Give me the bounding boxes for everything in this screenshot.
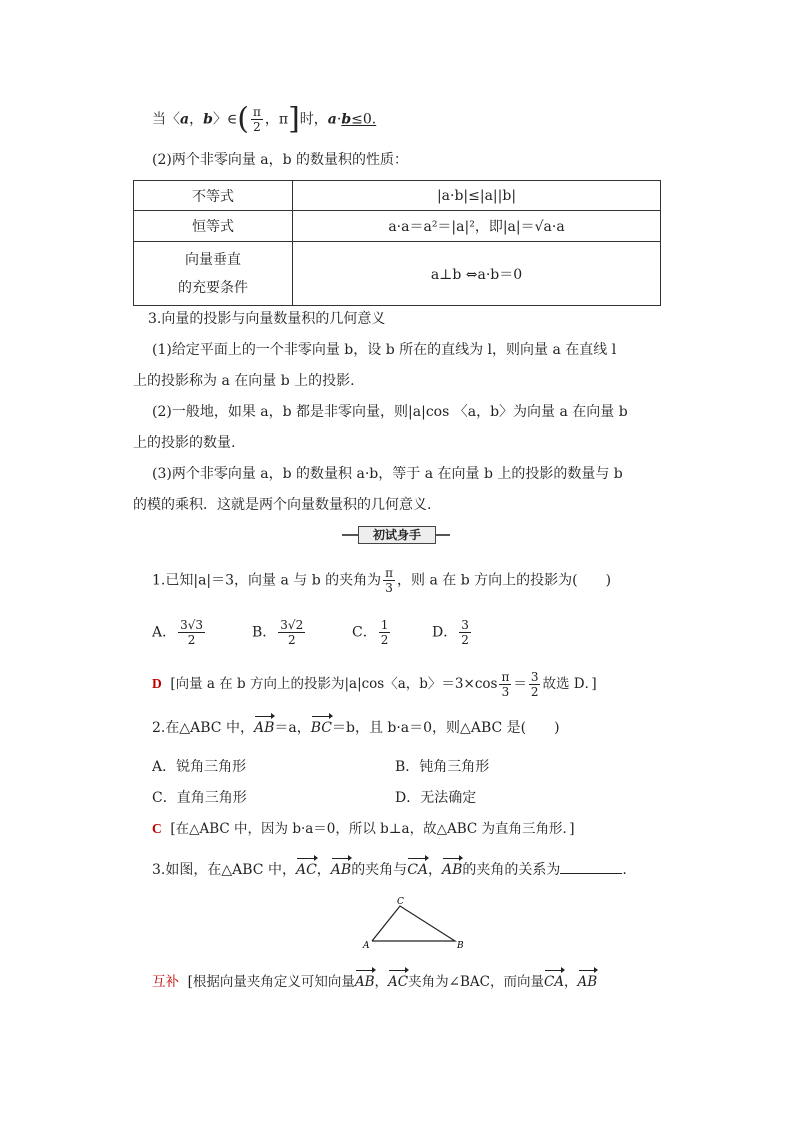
hint-fraction: $\frac{3}{2}$ (530, 670, 539, 699)
table-cell-value: |a·b|≤|a||b| (293, 181, 661, 211)
table-cell-value: a·a＝a²＝|a|²，即|a|＝√a·a (293, 211, 661, 242)
vector-ca: CA (407, 862, 429, 878)
q1-angle-fraction: $\frac{\pi}{3}$ (385, 566, 394, 595)
q1-solution: D [向量 a 在 b 方向上的投影为|a|cos〈a，b〉＝3×cos $\frac{\pi}{3}$ ＝ $\frac{3}{2}$ 故选 D．] (152, 670, 597, 699)
q1-option-a[interactable]: A． $\frac{3√3}{2}$ (152, 618, 204, 647)
answer-blank[interactable] (560, 859, 622, 874)
q2-solution: C [在△ABC 中，因为 b·a＝0，所以 b⊥a，故△ABC 为直角三角形．] (152, 821, 575, 837)
option-fraction: $\frac{1}{2}$ (380, 618, 389, 647)
q2-option-b[interactable]: B．钝角三角形 (395, 759, 490, 775)
option-fraction: $\frac{3√2}{2}$ (280, 618, 304, 647)
section-3-p3-line1: (3)两个非零向量 a，b 的数量积 a·b，等于 a 在向量 b 上的投影的数量与 b (152, 466, 623, 482)
vector-ab: AB (354, 974, 375, 990)
q3-stem: 3.如图，在△ABC 中，AC，AB的夹角与CA，AB的夹角的关系为 . (152, 859, 627, 880)
triangle-edges (372, 906, 455, 941)
table-row (134, 242, 661, 306)
table-row (134, 211, 661, 242)
badge-rule-right (436, 534, 450, 536)
section-3-p1-line2: 上的投影称为 a 在向量 b 上的投影. (133, 373, 355, 389)
section-3-p1-line1: (1)给定平面上的一个非零向量 b，设 b 所在的直线为 l，则向量 a 在直线 l (152, 342, 617, 358)
q1-option-c[interactable]: C． $\frac{1}{2}$ (352, 618, 389, 647)
badge-label: 初试身手 (358, 526, 436, 544)
table-cell-label: 恒等式 (134, 211, 293, 242)
vector-ab: AB (253, 720, 275, 736)
badge-rule-left (342, 534, 358, 536)
triangle-figure (355, 892, 470, 952)
hint-fraction: $\frac{\pi}{3}$ (501, 670, 510, 699)
table-row (134, 181, 661, 211)
vector-ab: AB (442, 862, 463, 878)
table-cell-label: 不等式 (134, 181, 293, 211)
option-fraction: $\frac{3√3}{2}$ (180, 618, 204, 647)
props-heading: (2)两个非零向量 a，b 的数量积的性质： (152, 152, 409, 168)
q1-option-d[interactable]: D． $\frac{3}{2}$ (432, 618, 469, 647)
vector-bc: BC (310, 720, 332, 736)
left-paren: ( (237, 101, 249, 137)
vertex-label-b: B (457, 941, 464, 951)
vector-ab: AB (577, 974, 598, 990)
q1-option-b[interactable]: B． $\frac{3√2}{2}$ (252, 618, 304, 647)
section-3-p2-line2: 上的投影的数量. (133, 435, 236, 451)
properties-table (133, 180, 661, 306)
section-badge (342, 526, 450, 544)
q2-option-c[interactable]: C．直角三角形 (152, 790, 247, 806)
vector-ac: AC (388, 974, 409, 990)
section-3-p2-line1: (2)一般地，如果 a，b 都是非零向量，则|a|cos 〈a，b〉为向量 a 在向量 b (152, 404, 628, 420)
q2-stem: 2.在△ABC 中，AB＝a，BC＝b，且 b·a＝0，则△ABC 是( ) (152, 720, 560, 736)
q3-answer: 互补 (152, 974, 179, 989)
vector-ca: CA (543, 974, 565, 990)
pi-over-2: $\frac{\pi}{2}$ (252, 105, 261, 134)
intro-line: 当〈a，b〉∈( $\frac{\pi}{2}$ ，π]时，a·b≤0. (152, 101, 377, 137)
table-cell-value: a⊥b ⇔a·b＝0 (293, 242, 661, 306)
q2-option-a[interactable]: A．锐角三角形 (152, 759, 247, 775)
q2-answer: C (152, 821, 162, 836)
q1-stem: 1.已知|a|＝3，向量 a 与 b 的夹角为 $\frac{\pi}{3}$ ，则 a 在 b 方向上的投影为( ) (152, 566, 612, 595)
section-3-title: 3.向量的投影与向量数量积的几何意义 (148, 311, 386, 327)
table-cell-label: 向量垂直 的充要条件 (134, 242, 293, 306)
vertex-label-a: A (363, 941, 370, 951)
right-bracket: ] (288, 101, 300, 137)
q3-solution: 互补 [根据向量夹角定义可知向量AB，AC夹角为∠BAC，而向量CA，AB (152, 974, 598, 990)
intro-prefix: 当〈 (152, 111, 180, 128)
q2-option-d[interactable]: D．无法确定 (395, 790, 477, 806)
option-fraction: $\frac{3}{2}$ (461, 618, 469, 647)
section-3-p3-line2: 的模的乘积．这就是两个向量数量积的几何意义. (133, 497, 432, 513)
vertex-label-c: C (397, 897, 404, 907)
vector-ac: AC (295, 862, 317, 878)
q1-answer: D (152, 676, 162, 691)
vector-ab: AB (330, 862, 352, 878)
